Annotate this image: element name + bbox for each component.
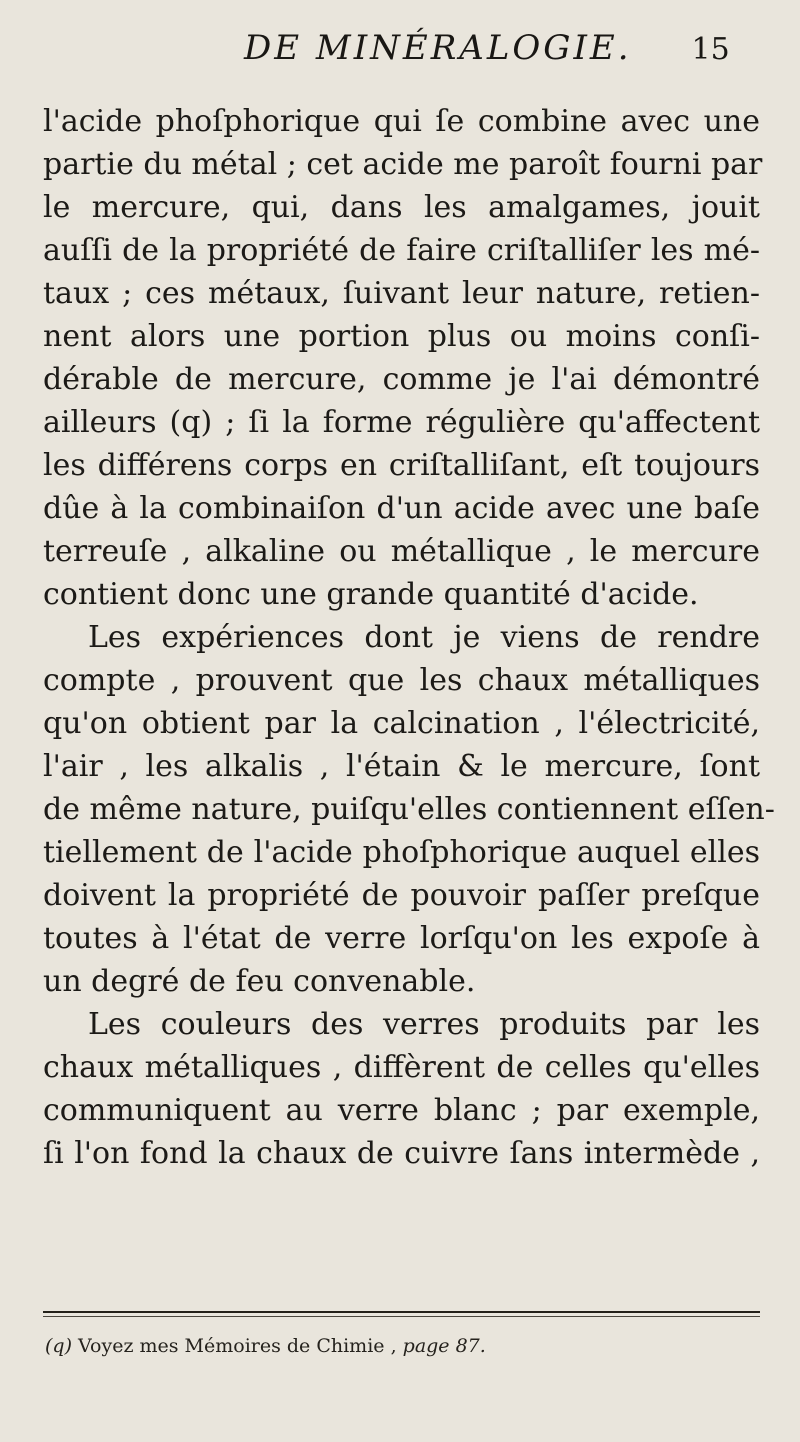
- body-text: [43, 100, 775, 1175]
- footnote: [45, 1332, 486, 1360]
- text-line: l'acide phoſphorique qui ſe combine avec une: [43, 104, 760, 139]
- text-line: doivent la propriété de pouvoir paſſer preſque: [43, 878, 760, 913]
- text-line: un degré de feu convenable.: [43, 964, 476, 999]
- running-head-title: DE MINÉRALOGIE.: [244, 28, 632, 68]
- running-head: [0, 28, 800, 90]
- text-line: communiquent au verre blanc ; par exemple,: [43, 1093, 760, 1128]
- text-line: auſſi de la propriété de faire criſtalliſer les mé-: [43, 233, 760, 268]
- text-line: les différens corps en criſtalliſant, eſt toujours: [43, 448, 760, 483]
- text-line: tiellement de l'acide phoſphorique auquel elles: [43, 835, 760, 870]
- text-line: l'air , les alkalis , l'étain & le mercure, ſont: [43, 749, 760, 784]
- text-line: dérable de mercure, comme je l'ai démontré: [43, 362, 760, 397]
- text-line: Les expériences dont je viens de rendre: [88, 620, 760, 655]
- text-line: ailleurs (q) ; ſi la forme régulière qu'affectent: [43, 405, 760, 440]
- text-line: toutes à l'état de verre lorſqu'on les expoſe à: [43, 921, 760, 956]
- footnote-rule: [43, 1311, 760, 1317]
- text-line: partie du métal ; cet acide me paroît fourni par: [43, 147, 763, 182]
- text-line: contient donc une grande quantité d'acide.: [43, 577, 699, 612]
- footnote-mark: (q): [45, 1335, 72, 1357]
- text-line: dûe à la combinaiſon d'un acide avec une baſe: [43, 491, 760, 526]
- text-line: taux ; ces métaux, ſuivant leur nature, retien-: [43, 276, 760, 311]
- page-number: 15: [691, 32, 730, 67]
- text-line: chaux métalliques , diffèrent de celles qu'elles: [43, 1050, 760, 1085]
- text-line: ſi l'on fond la chaux de cuivre ſans intermède ,: [43, 1136, 760, 1171]
- text-line: qu'on obtient par la calcination , l'électricité,: [43, 706, 760, 741]
- text-line: le mercure, qui, dans les amalgames, jouit: [43, 190, 760, 225]
- footnote-text: Voyez mes Mémoires de Chimie ,: [78, 1335, 397, 1357]
- text-line: terreuſe , alkaline ou métallique , le mercure: [43, 534, 760, 569]
- text-line: compte , prouvent que les chaux métalliques: [43, 663, 760, 698]
- text-line: de même nature, puiſqu'elles contiennent eſſen-: [43, 792, 775, 827]
- text-line: Les couleurs des verres produits par les: [88, 1007, 760, 1042]
- footnote-page-reference: page 87.: [402, 1335, 486, 1357]
- text-line: nent alors une portion plus ou moins conſi-: [43, 319, 760, 354]
